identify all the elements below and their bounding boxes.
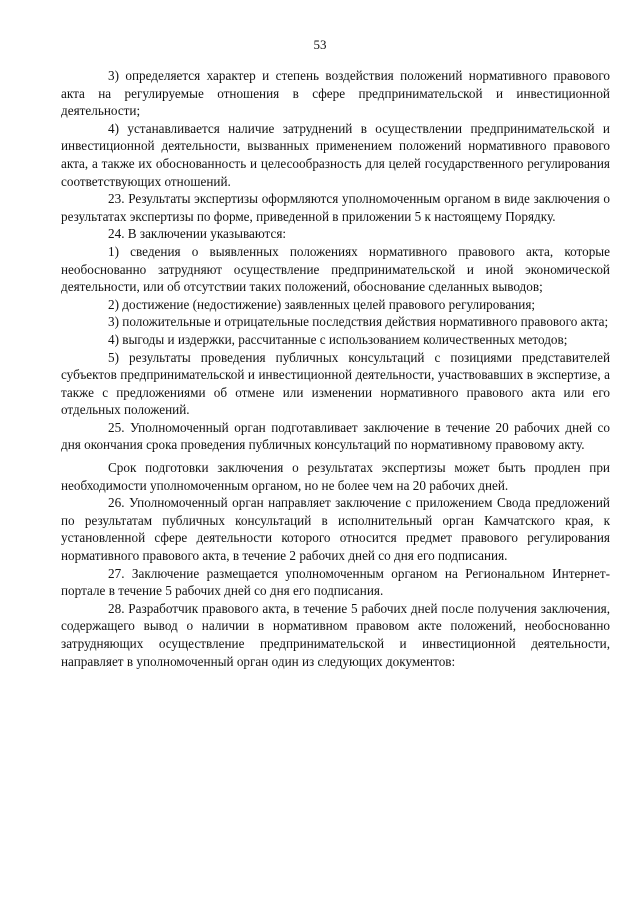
paragraph-25-extension: Срок подготовки заключения о результатах экспертизы может быть продлен при необходимости уполномоченным органом, но не более чем на 20 рабочих дней. [61,460,610,493]
page-number: 53 [313,37,327,52]
paragraph-item-3: 3) определяется характер и степень воздействия положений нормативного правового акта на регулируемые отношения в сфере предпринимательской и инвестиционной деятельности; [61,68,610,119]
paragraph-28: 28. Разработчик правового акта, в течение 5 рабочих дней после получения заключения, содержащего вывод о наличии в нормативном правовом акте положений, необоснованно затрудняющих осуществление предпринимательской и инвестиционной деятельности, направляет в уполномоченный орган один из следующих документов: [61,600,610,669]
paragraph-24-item-1: 1) сведения о выявленных положениях нормативного правового акта, которые необоснованно затрудняют осуществление предпринимательской и иной экономической деятельности, или об отсутствии таких положений, обоснование сделанных выводов; [61,243,610,295]
paragraph-item-4: 4) устанавливается наличие затруднений в осуществлении предпринимательской и инвестиционной деятельности, вызванных применением положений нормативного правового акта, а также их обоснованность и целесообразность для целей государственного регулирования соответствующих отношений. [61,120,610,189]
paragraph-25: 25. Уполномоченный орган подготавливает заключение в течение 20 рабочих дней со дня окончания срока проведения публичных консультаций по нормативному правовому акту. [61,419,610,453]
paragraph-26: 26. Уполномоченный орган направляет заключение с приложением Свода предложений по результатам публичных консультаций в исполнительный орган Камчатского края, к установленной сфере деятельности которого относится предмет правового регулирования нормативного правового акта, в течение 2 рабочих дней со дня его подписания. [61,495,610,564]
paragraph-24-item-4: 4) выгоды и издержки, рассчитанные с использованием количественных методов; [108,331,568,347]
paragraph-24-item-2: 2) достижение (недостижение) заявленных целей правового регулирования; [108,296,536,312]
text-body [61,67,610,670]
paragraph-27: 27. Заключение размещается уполномоченным органом на Региональном Интернет-портале в течение 5 рабочих дней со дня его подписания. [61,565,610,599]
paragraph-23: 23. Результаты экспертизы оформляются уполномоченным органом в виде заключения о результатах экспертизы по форме, приведенной в приложении 5 к настоящему Порядку. [61,191,610,224]
paragraph-24: 24. В заключении указываются: [108,226,287,242]
paragraph-24-item-5: 5) результаты проведения публичных консультаций с позициями представителей субъектов предпринимательской и инвестиционной деятельности, участвовавших в экспертизе, а также с предложениями об отмене или изменении нормативного правового акта или его отдельных положений. [61,349,610,418]
paragraph-24-item-3: 3) положительные и отрицательные последствия действия нормативного правового акта; [108,314,609,330]
